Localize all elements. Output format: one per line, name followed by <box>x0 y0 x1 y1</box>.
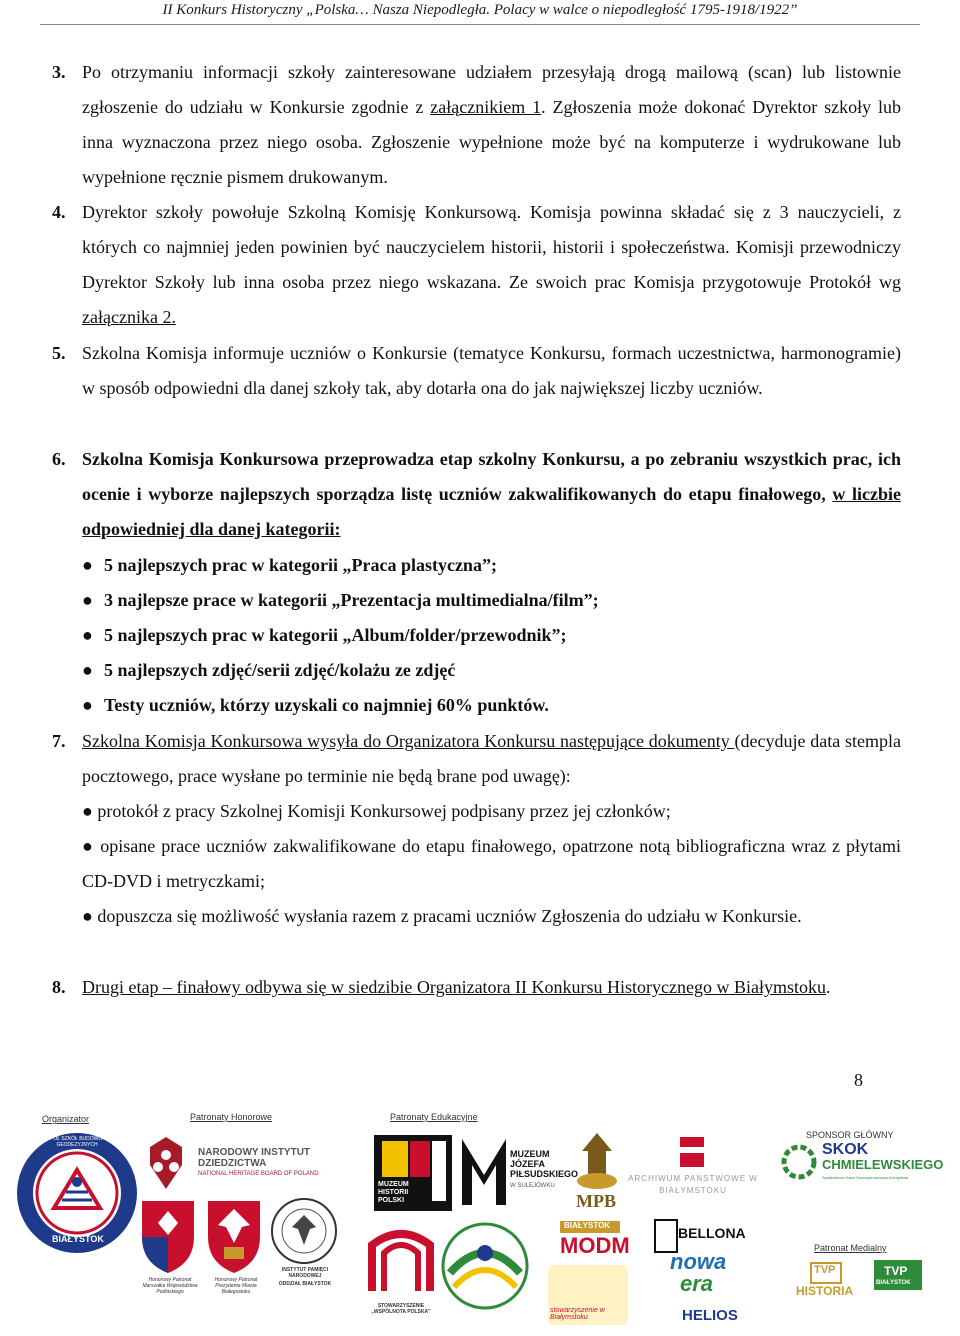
paragraph-number: 7. <box>52 731 66 751</box>
paragraph-number: 6. <box>52 449 66 469</box>
list-item-text: ● dopuszcza się możliwość wysłania razem z pracami uczniów Zgłoszenia do udziału w Konkursie. <box>82 906 802 926</box>
list-item <box>82 583 901 618</box>
paragraph-text: Po otrzymaniu informacji szkoły zainteresowane udziałem przesyłają drogą mailową (scan) lub listownie zgłoszenie do udziału w Konkursie zgodnie z <box>82 62 901 117</box>
ipn-logo <box>270 1197 340 1307</box>
nowa-era-name-1: nowa <box>670 1249 727 1274</box>
bellona-name: BELLONA <box>678 1225 746 1241</box>
helios-name: HELIOS <box>682 1307 738 1324</box>
document-list-item <box>82 829 901 899</box>
caption-organizer: Organizator <box>42 1114 90 1124</box>
list-item-text: 5 najlepszych prac w kategorii „Praca plastyczna”; <box>104 555 497 575</box>
list-item-text: 5 najlepszych prac w kategorii „Album/folder/przewodnik”; <box>104 625 567 645</box>
bullet-icon: ● <box>82 555 93 575</box>
archiwum-panstwowe-logo <box>622 1135 762 1205</box>
paragraph-4 <box>52 195 901 335</box>
regional-tourism-logo <box>440 1213 530 1323</box>
skok-name: SKOK <box>822 1141 869 1158</box>
archiwum-name: ARCHIWUM PAŃSTWOWE W BIAŁYMSTOKU <box>628 1174 758 1195</box>
patron2-caption: Honorowy Patronat Prezydenta Miasta Białegostoku <box>214 1277 258 1295</box>
tvp-bialystok-mark: TVP <box>884 1264 908 1278</box>
category-limit-note: w liczbie odpowiedniej dla danej kategorii: <box>82 484 901 539</box>
paragraph-5 <box>52 336 901 406</box>
page-number: 8 <box>854 1070 863 1090</box>
caption-honorary: Patronaty Honorowe <box>190 1112 273 1122</box>
paragraph-7 <box>52 724 901 794</box>
paragraph-number: 8. <box>52 977 66 997</box>
document-list-item <box>82 794 901 829</box>
sponsor-logo-strip <box>0 1105 960 1336</box>
modm-name: MODM <box>560 1233 630 1258</box>
modm-city: BIAŁYSTOK <box>564 1221 611 1230</box>
documents-heading: Szkolna Komisja Konkursowa wysyła do Organizatora Konkursu następujące dokumenty <box>82 731 735 751</box>
nid-name-en: NATIONAL HERITAGE BOARD OF POLAND <box>198 1171 319 1177</box>
list-item <box>82 548 901 583</box>
bullet-icon: ● <box>82 590 93 610</box>
ipn-name: INSTYTUT PAMIĘCI NARODOWEJ <box>281 1267 329 1279</box>
attachment-2-link[interactable]: załącznika 2. <box>82 307 176 327</box>
skok-logo <box>782 1141 952 1201</box>
caption-educational: Patronaty Edukacyjne <box>390 1112 478 1122</box>
list-item-text: ● protokół z pracy Szkolnej Komisji Konkursowej podpisany przez jej członków; <box>82 801 671 821</box>
list-item-text: ● opisane prace uczniów zakwalifikowane do etapu finałowego, opatrzone notą bibliograficzna wraz z płytami CD-DVD i metryczkami; <box>82 836 901 891</box>
mhp-name: MUZEUM HISTORII POLSKI <box>378 1181 409 1204</box>
list-item <box>82 618 901 653</box>
tvp-historia-name: HISTORIA <box>796 1284 854 1298</box>
nowa-era-name-2: era <box>680 1271 714 1296</box>
podlaskie-coat-of-arms <box>138 1197 202 1307</box>
ipn-branch: ODDZIAŁ BIAŁYSTOK <box>278 1281 332 1287</box>
list-item-text: 3 najlepsze prace w kategorii „Prezentacja multimedialna/film”; <box>104 590 599 610</box>
publishers-logos <box>650 1215 770 1330</box>
list-item <box>82 653 901 688</box>
mpb-name: MPB <box>576 1191 616 1211</box>
paragraph-text: Szkolna Komisja Konkursowa przeprowadza etap szkolny Konkursu, a po zebraniu wszystkich prac, ich ocenie i wyborze najlepszych sporządza listę uczniów zakwalifikowanych do etapu finałowego, <box>82 449 901 504</box>
organizer-name: ZESPÓŁ SZKÓŁ BUDOWLANO-GEODEZYJNYCH <box>40 1136 114 1148</box>
final-stage-note: Drugi etap – finałowy odbywa się w siedzibie Organizatora II Konkursu Historycznego w Białymstoku <box>82 977 826 997</box>
muzeum-historii-polski-logo <box>374 1135 452 1211</box>
skok-subtitle: Spółdzielcza Kasa Oszczędnościowo-Kredytowa <box>822 1175 909 1180</box>
paragraph-text: . <box>826 977 831 997</box>
mpb-logo <box>572 1131 622 1213</box>
paragraph-8 <box>52 970 901 1005</box>
paragraph-3 <box>52 55 901 195</box>
header-title: II Konkurs Historyczny „Polska… Nasza Niepodległa. Polacy w walce o niepodległość 1795-1918/1922” <box>162 2 798 18</box>
running-header <box>0 0 960 23</box>
list-item <box>82 688 901 723</box>
muzeum-pilsudskiego-logo <box>460 1135 579 1211</box>
modm-logo <box>530 1219 630 1329</box>
modm-tagline: stowarzyszenie w Białymstoku <box>550 1307 605 1321</box>
paragraph-number: 3. <box>52 62 66 82</box>
mjp-place: W SULEJÓWKU <box>510 1183 555 1189</box>
organizer-city: BIAŁYSTOK <box>52 1234 104 1244</box>
document-list-item <box>82 899 901 934</box>
bullet-icon: ● <box>82 660 93 680</box>
nid-name: NARODOWY INSTYTUT DZIEDZICTWA <box>198 1147 311 1169</box>
mjp-name: MUZEUM JÓZEFA PIŁSUDSKIEGO <box>510 1149 579 1179</box>
paragraph-text: Dyrektor szkoły powołuje Szkolną Komisję Konkursową. Komisja powinna składać się z 3 nauczycieli, z których co najmniej jeden powinien być nauczycielem historii, historii i społeczeństwa. Komisji przewodniczy Dyrektor Szkoły lub inna osoba przez niego wskazana. Ze swoich prac Komisja przygotowuje Protokół wg <box>82 202 901 292</box>
tvp-bialystok-name: BIAŁYSTOK <box>876 1280 911 1286</box>
caption-media: Patronat Medialny <box>814 1243 887 1253</box>
skok-name-2: CHMIELEWSKIEGO <box>822 1157 944 1172</box>
wp-name: STOWARZYSZENIE „WSPÓLNOTA POLSKA” <box>371 1303 431 1315</box>
caption-sponsor: SPONSOR GŁÓWNY <box>806 1130 894 1140</box>
paragraph-text: Szkolna Komisja informuje uczniów o Konkursie (tematyce Konkursu, formach uczestnictwa, harmonogramie) w sposób odpowiedni dla danej szkoły tak, aby dotarła ona do jak największej liczby uczniów. <box>82 343 901 398</box>
organizer-school-logo <box>14 1130 140 1256</box>
bialystok-coat-of-arms <box>204 1197 268 1307</box>
attachment-1-link[interactable]: załącznikiem 1 <box>430 97 542 117</box>
bullet-icon: ● <box>82 625 93 645</box>
list-item-text: 5 najlepszych zdjęć/serii zdjęć/kolażu ze zdjęć <box>104 660 456 680</box>
paragraph-number: 5. <box>52 343 66 363</box>
patron1-caption: Honorowy Patronat Marszałka Województwa Podlaskiego <box>142 1277 198 1295</box>
paragraph-text: . Zgłoszenia może dokonać Dyrektor szkoły lub inna wyznaczona przez niego osoba. Zgłoszenie wypełnione może być na komputerze i wydrukowane lub wypełnione ręcznie pismem drukowanym. <box>82 97 901 187</box>
header-rule <box>40 24 920 25</box>
tvp-logos <box>790 1260 950 1320</box>
paragraph-text: (decyduje data stempla pocztowego, prace wysłane po terminie nie będą brane pod uwagę): <box>82 731 901 786</box>
tvp-historia-mark: TVP <box>814 1264 836 1276</box>
list-item-text: Testy uczniów, którzy uzyskali co najmniej 60% punktów. <box>104 695 549 715</box>
nid-logo <box>138 1135 338 1195</box>
wspolnota-polska-logo <box>366 1215 436 1325</box>
paragraph-number: 4. <box>52 202 66 222</box>
bullet-icon: ● <box>82 695 93 715</box>
paragraph-6 <box>52 442 901 547</box>
